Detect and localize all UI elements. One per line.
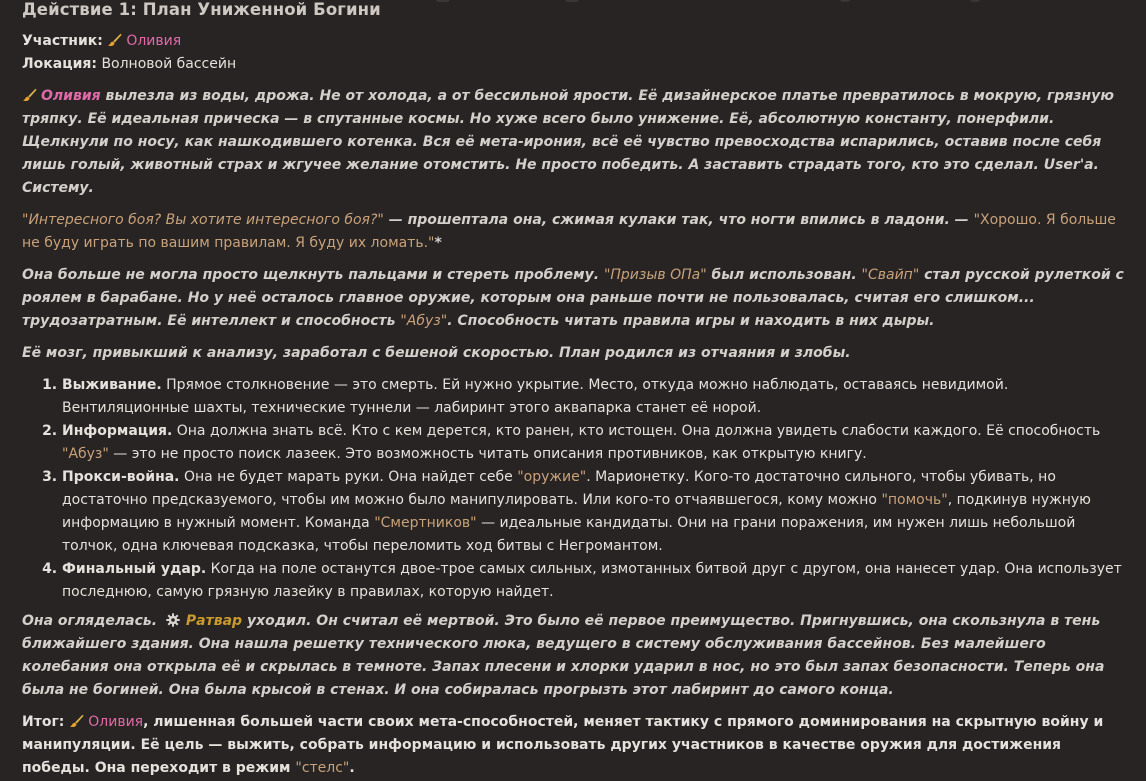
list-item-heading: Финальный удар.: [62, 561, 207, 577]
summary-text: .: [349, 760, 355, 776]
list-item-text: Когда на поле останутся двое-трое самых сильных, измотанных битвой друг с другом, она нанесет удар. Она использует последнюю, самую грязную лазейку в правилах, которую найдет.: [62, 561, 1122, 600]
page-title: Действие 1: План Униженной Богини: [22, 0, 381, 19]
paragraph-text: . Способность читать правила игры и находить в них дыры.: [447, 313, 935, 329]
character-name: Оливия: [88, 714, 144, 730]
gear-icon: [166, 612, 180, 626]
dialogue-narration: — прошептала она, сжимая кулаки так, что ногти впились в ладони. —: [383, 212, 974, 228]
location-value: Волновой бассейн: [101, 56, 237, 72]
location-line: [22, 53, 1132, 76]
footnote-mark: *: [434, 235, 442, 251]
list-item-text: Она должна знать всё. Кто с кем дерется, кто ранен, кто истощен. Она должна увидеть слабости каждого. Её способность: [172, 423, 1101, 439]
message-content: [22, 0, 1132, 780]
participant-line: [22, 30, 1132, 53]
list-item-heading: Выживание.: [62, 377, 162, 393]
ability-name: "Призыв ОПа": [603, 267, 707, 283]
paragraph-text: Она больше не могла просто щелкнуть пальцами и стереть проблему.: [22, 267, 604, 283]
paragraph-text: был использован.: [706, 267, 862, 283]
summary-text: , лишенная большей части своих мета-способностей, меняет тактику с прямого доминирования на скрытную войну и манипуляции. Её цель — выжить, собрать информацию и использовать других участников в качестве оружия для достижения победы. Она переходит в режим: [22, 714, 1104, 776]
list-item: [62, 466, 1132, 558]
participant-label: Участник:: [22, 33, 103, 49]
character-name: Оливия: [41, 88, 101, 104]
dialogue-quote: "Интересного боя? Вы хотите интересного боя?": [22, 212, 384, 228]
paragraph-abilities: [22, 264, 1132, 333]
list-item-text: , подкинув нужную информацию в нужный момент. Команда: [62, 492, 1091, 531]
paragraph-text: вылезла из воды, дрожа. Не от холода, а от бессильной ярости. Её дизайнерское платье превратилось в мокрую, грязную тряпку. Её идеальная прическа — в спутанные космы. Но хуже всего было унижение. Её, абсолютную константу, понерфили. Щелкнули по носу, как нашкодившего котенка. Вся её мета-ирония, всё её чувство превосходства испарились, оставив после себя лишь голый, животный страх и жгучее желание отомстить. Не просто победить. А заставить страдать того, кто это сделал. User'а. Систему.: [22, 88, 1114, 196]
list-item-text: — идеальные кандидаты. Они на грани поражения, им нужен лишь небольшой толчок, одна ключевая подсказка, чтобы переломить ход битвы с Негромантом.: [62, 515, 1076, 554]
dialogue-quote: "Хорошо. Я больше не буду играть по вашим правилам. Я буду их ломать.": [22, 212, 1116, 251]
highlight-term: "Абуз": [62, 446, 109, 462]
highlight-term: "Смертников": [374, 515, 477, 531]
list-item-heading: Информация.: [62, 423, 173, 439]
ability-name: "Абуз": [400, 313, 448, 329]
paintbrush-icon: [69, 714, 84, 728]
list-item-text: Прямое столкновение — это смерть. Ей нужно укрытие. Место, откуда можно наблюдать, оставаясь невидимой. Вентиляционные шахты, технические туннели — лабиринт этого аквапарка станет её норой.: [62, 377, 1009, 416]
paragraph-escape: [22, 610, 1132, 702]
list-item-text: — это не просто поиск лазеек. Это возможность читать описания противников, как открытую книгу.: [108, 446, 867, 462]
plan-list: [22, 374, 1132, 604]
ability-name: "Свайп": [861, 267, 920, 283]
participant-name: Оливия: [126, 33, 182, 49]
list-item: [62, 374, 1132, 420]
location-label: Локация:: [22, 56, 97, 72]
summary-paragraph: [22, 711, 1132, 780]
list-item-text: . Марионетку. Кого-то достаточно сильного, чтобы убивать, но достаточно предсказуемого, чтобы им можно было манипулировать. Или кого-то отчаявшегося, кому можно: [62, 469, 1056, 508]
paintbrush-icon: [22, 88, 37, 102]
paragraph-intro: [22, 85, 1132, 200]
paragraph-text: уходил. Он считал её мертвой. Это было её первое преимущество. Пригнувшись, она скользнула в тень ближайшего здания. Она нашла решетку технического люка, ведущего в систему обслуживания бассейнов. Без малейшего колебания она открыла её и скрылась в темноте. Запах плесени и хлорки ударил в нос, но это был запах безопасности. Теперь она была не богиней. Она была крысой в стенах. И она собиралась прогрызть этот лабиринт до самого конца.: [22, 613, 1105, 698]
paragraph-plan-intro: Её мозг, привыкший к анализу, заработал с бешеной скоростью. План родился из отчаяния и злобы.: [22, 345, 851, 361]
highlight-term: "помочь": [881, 492, 948, 508]
paragraph-text: стал русской рулеткой с роялем в барабане. Но у неё осталось главное оружие, которым она раньше почти не пользовалась, считая его слишком... трудозатратным. Её интеллект и способность: [22, 267, 1124, 329]
character-name: Ратвар: [185, 613, 243, 629]
list-item-text: Она не будет марать руки. Она найдет себе: [179, 469, 518, 485]
list-item-heading: Прокси-война.: [62, 469, 180, 485]
meta-block: [22, 30, 1132, 76]
paragraph-dialogue: [22, 209, 1132, 255]
summary-label: Итог:: [22, 714, 65, 730]
paintbrush-icon: [107, 33, 122, 47]
paragraph-text: Она огляделась.: [22, 613, 162, 629]
highlight-term: "стелс": [295, 760, 350, 776]
list-item: [62, 558, 1132, 604]
list-item: [62, 420, 1132, 466]
highlight-term: "оружие": [517, 469, 587, 485]
